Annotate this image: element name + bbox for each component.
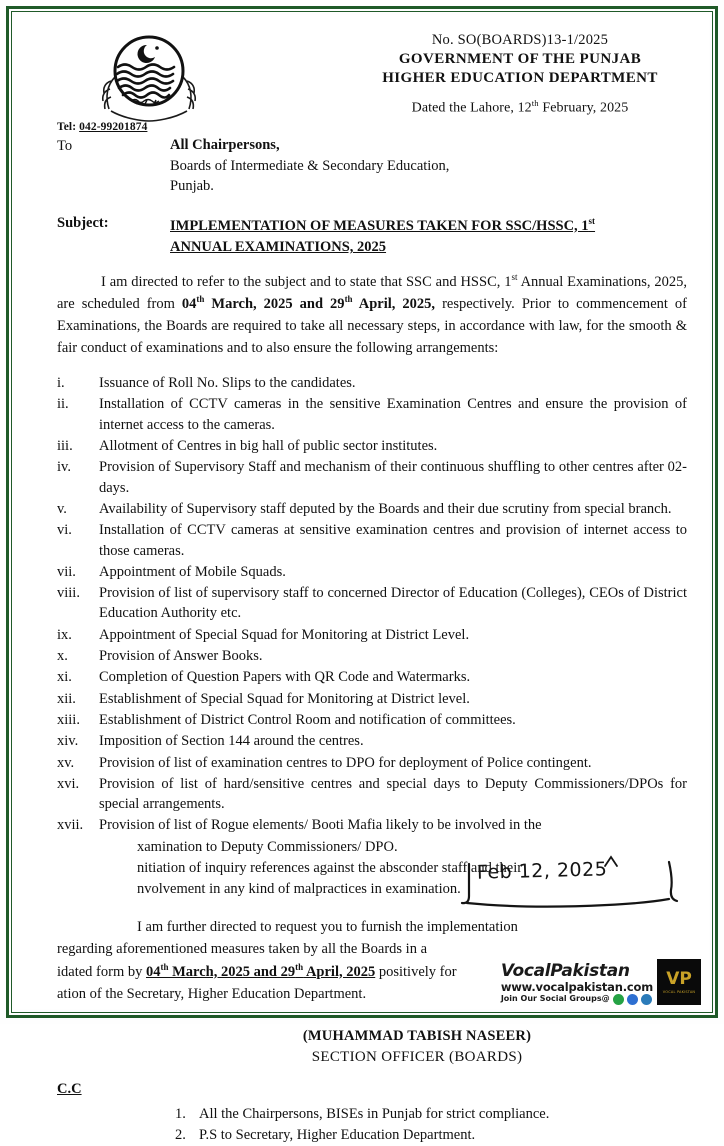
tel-value: 042-99201874 [79, 121, 148, 133]
facebook-icon [627, 994, 638, 1005]
department-title: HIGHER EDUCATION DEPARTMENT [382, 69, 658, 86]
cc-section [15, 1067, 709, 1146]
list-item [57, 457, 687, 498]
document-date: Dated the Lahore, 12th February, 2025 [411, 97, 629, 116]
list-text: Appointment of Special Squad for Monitoring at District Level. [99, 626, 470, 643]
list-numeral: v. [57, 500, 67, 517]
list-text: Installation of CCTV cameras at sensitive examination centres and provision of internet access to those cameras. [99, 522, 687, 559]
watermark-join-label: Join Our Social Groups@ [500, 994, 610, 1004]
list-numeral: vi. [57, 522, 72, 539]
list-numeral: xvi. [57, 775, 80, 792]
cc-number: 1. [175, 1106, 186, 1123]
subject-text: IMPLEMENTATION OF MEASURES TAKEN FOR SSC/HSSC, 1st ANNUAL EXAMINATIONS, 2025 [170, 215, 596, 256]
watermark-text [500, 960, 653, 1005]
list-item [57, 625, 687, 645]
list-text: Provision of Answer Books. [99, 648, 263, 665]
cc-text: All the Chairpersons, BISEs in Punjab for strict compliance. [199, 1106, 550, 1123]
list-item [57, 731, 687, 751]
watermark-title: VocalPakistan [500, 960, 630, 981]
vocalpakistan-watermark [501, 959, 701, 1005]
closing-line-1: I am further directed to request you to furnish the implementation [137, 918, 518, 935]
clipped-line: nitiation of inquiry references against the absconder staff and their [137, 860, 523, 877]
addressee-line-1: All Chairpersons, [170, 137, 280, 153]
cc-text: P.S to Secretary, Higher Education Department. [199, 1127, 476, 1144]
vocalpakistan-badge-icon [657, 959, 701, 1005]
list-item [57, 646, 687, 666]
measures-list [15, 373, 709, 899]
to-label: To [57, 138, 73, 154]
list-item [57, 499, 687, 519]
list-item [57, 520, 687, 561]
list-item [57, 583, 687, 624]
list-item [57, 436, 687, 456]
list-text: Provision of list of Rogue elements/ Booti Mafia likely to be involved in the [99, 817, 542, 834]
signatory-name: (MUHAMMAD TABISH NASEER) [302, 1028, 532, 1045]
whatsapp-icon [613, 994, 624, 1005]
closing-line-3: idated form by 04th March, 2025 and 29th April, 2025 positively for [57, 961, 457, 980]
addressee-line-3: Punjab. [170, 178, 214, 195]
reference-number: No. SO(BOARDS)13-1/2025 [431, 32, 609, 48]
list-numeral: vii. [57, 563, 76, 580]
list-text: Provision of Supervisory Staff and mechanism of their continuous shuffling to other centres after 02-days. [99, 459, 687, 496]
list-numeral: xi. [57, 669, 72, 686]
list-item-clipped [57, 879, 687, 899]
signatory-designation: SECTION OFFICER (BOARDS) [311, 1049, 523, 1066]
addressee-line-2: Boards of Intermediate & Secondary Education, [170, 157, 450, 174]
list-text: Installation of CCTV cameras in the sensitive Examination Centres and ensure the provision of internet access to the cameras. [99, 396, 687, 433]
list-text: Availability of Supervisory staff deputed by the Boards and their due scrutiny from special branch. [99, 500, 672, 517]
list-text: Provision of list of supervisory staff to concerned Director of Education (Colleges), CEOs of District Education Authority etc. [99, 585, 687, 622]
addressee-block [15, 135, 709, 197]
badge-subtitle: VOCAL PAKISTAN [662, 989, 696, 994]
list-item [57, 710, 687, 730]
telephone-number [57, 121, 147, 133]
cc-item [175, 1125, 709, 1146]
clipped-line: xamination to Deputy Commissioners/ DPO. [137, 838, 398, 855]
list-text: Establishment of District Control Room and notification of committees. [99, 711, 516, 728]
list-numeral: xiii. [57, 711, 80, 728]
list-numeral: iv. [57, 459, 71, 476]
linkedin-icon [641, 994, 652, 1005]
header-right-block [355, 31, 685, 117]
closing-line-4: ation of the Secretary, Higher Education Department. [57, 986, 367, 1003]
list-text: Provision of list of hard/sensitive centres and special days to Deputy Commissioners/DPOs for special arrangements. [99, 775, 687, 813]
list-text: Allotment of Centres in big hall of public sector institutes. [99, 438, 438, 455]
subject-text-line2: ANNUAL EXAMINATIONS, 2025 [170, 239, 387, 256]
list-text: Appointment of Mobile Squads. [99, 563, 286, 580]
list-text: Establishment of Special Squad for Monitoring at District level. [99, 690, 470, 707]
list-item [57, 774, 687, 815]
signature-block [15, 1027, 709, 1067]
list-text: Provision of list of examination centres to DPO for deployment of Police contingent. [99, 754, 592, 771]
clipped-line: nvolvement in any kind of malpractices in examination. [137, 881, 461, 898]
list-numeral: x. [57, 648, 68, 665]
government-title: GOVERNMENT OF THE PUNJAB [398, 50, 642, 67]
list-text: Imposition of Section 144 around the centres. [99, 733, 364, 750]
list-text: Issuance of Roll No. Slips to the candidates. [99, 375, 356, 392]
cc-label: C.C [57, 1081, 82, 1098]
punjab-government-emblem-icon [95, 25, 203, 125]
cc-list [15, 1104, 709, 1146]
closing-line-2: regarding aforementioned measures taken by all the Boards in a [57, 941, 428, 958]
list-numeral: i. [57, 375, 65, 392]
list-item [57, 689, 687, 709]
list-numeral: xiv. [57, 733, 79, 750]
tel-label: Tel: [57, 121, 77, 133]
list-item [57, 815, 687, 835]
list-item [57, 753, 687, 773]
subject-label: Subject: [57, 214, 109, 231]
document-sheet [15, 15, 709, 1144]
list-item-clipped [57, 858, 687, 878]
watermark-url: www.vocalpakistan.com [500, 979, 653, 994]
badge-monogram: VP [666, 968, 692, 989]
list-item-clipped [57, 837, 687, 857]
list-numeral: xvii. [57, 817, 84, 834]
list-numeral: xii. [57, 690, 76, 707]
list-numeral: ix. [57, 626, 72, 643]
watermark-join-line [501, 994, 653, 1005]
cc-number: 2. [175, 1127, 186, 1144]
list-item [57, 562, 687, 582]
list-item [57, 394, 687, 435]
list-numeral: xv. [57, 754, 75, 771]
cc-item [175, 1104, 709, 1125]
handwritten-date: Feb 12, 2025 [476, 858, 608, 884]
list-numeral: viii. [57, 585, 80, 602]
list-numeral: ii. [57, 396, 69, 413]
list-item [57, 667, 687, 687]
subject-row [15, 215, 709, 259]
list-item [57, 373, 687, 393]
intro-paragraph: I am directed to refer to the subject and to state that SSC and HSSC, 1st Annual Examinations, 2025, are scheduled from 04th March, 2025 and 29th April, 2025, respectively. Prior to commencement of Examinations, the Boards are required to take all necessary steps, in accordance with law, for the smooth & fair conduct of examinations and to also ensure the following arrangements: [57, 272, 687, 357]
list-text: Completion of Question Papers with QR Code and Watermarks. [99, 669, 471, 686]
list-numeral: iii. [57, 438, 73, 455]
